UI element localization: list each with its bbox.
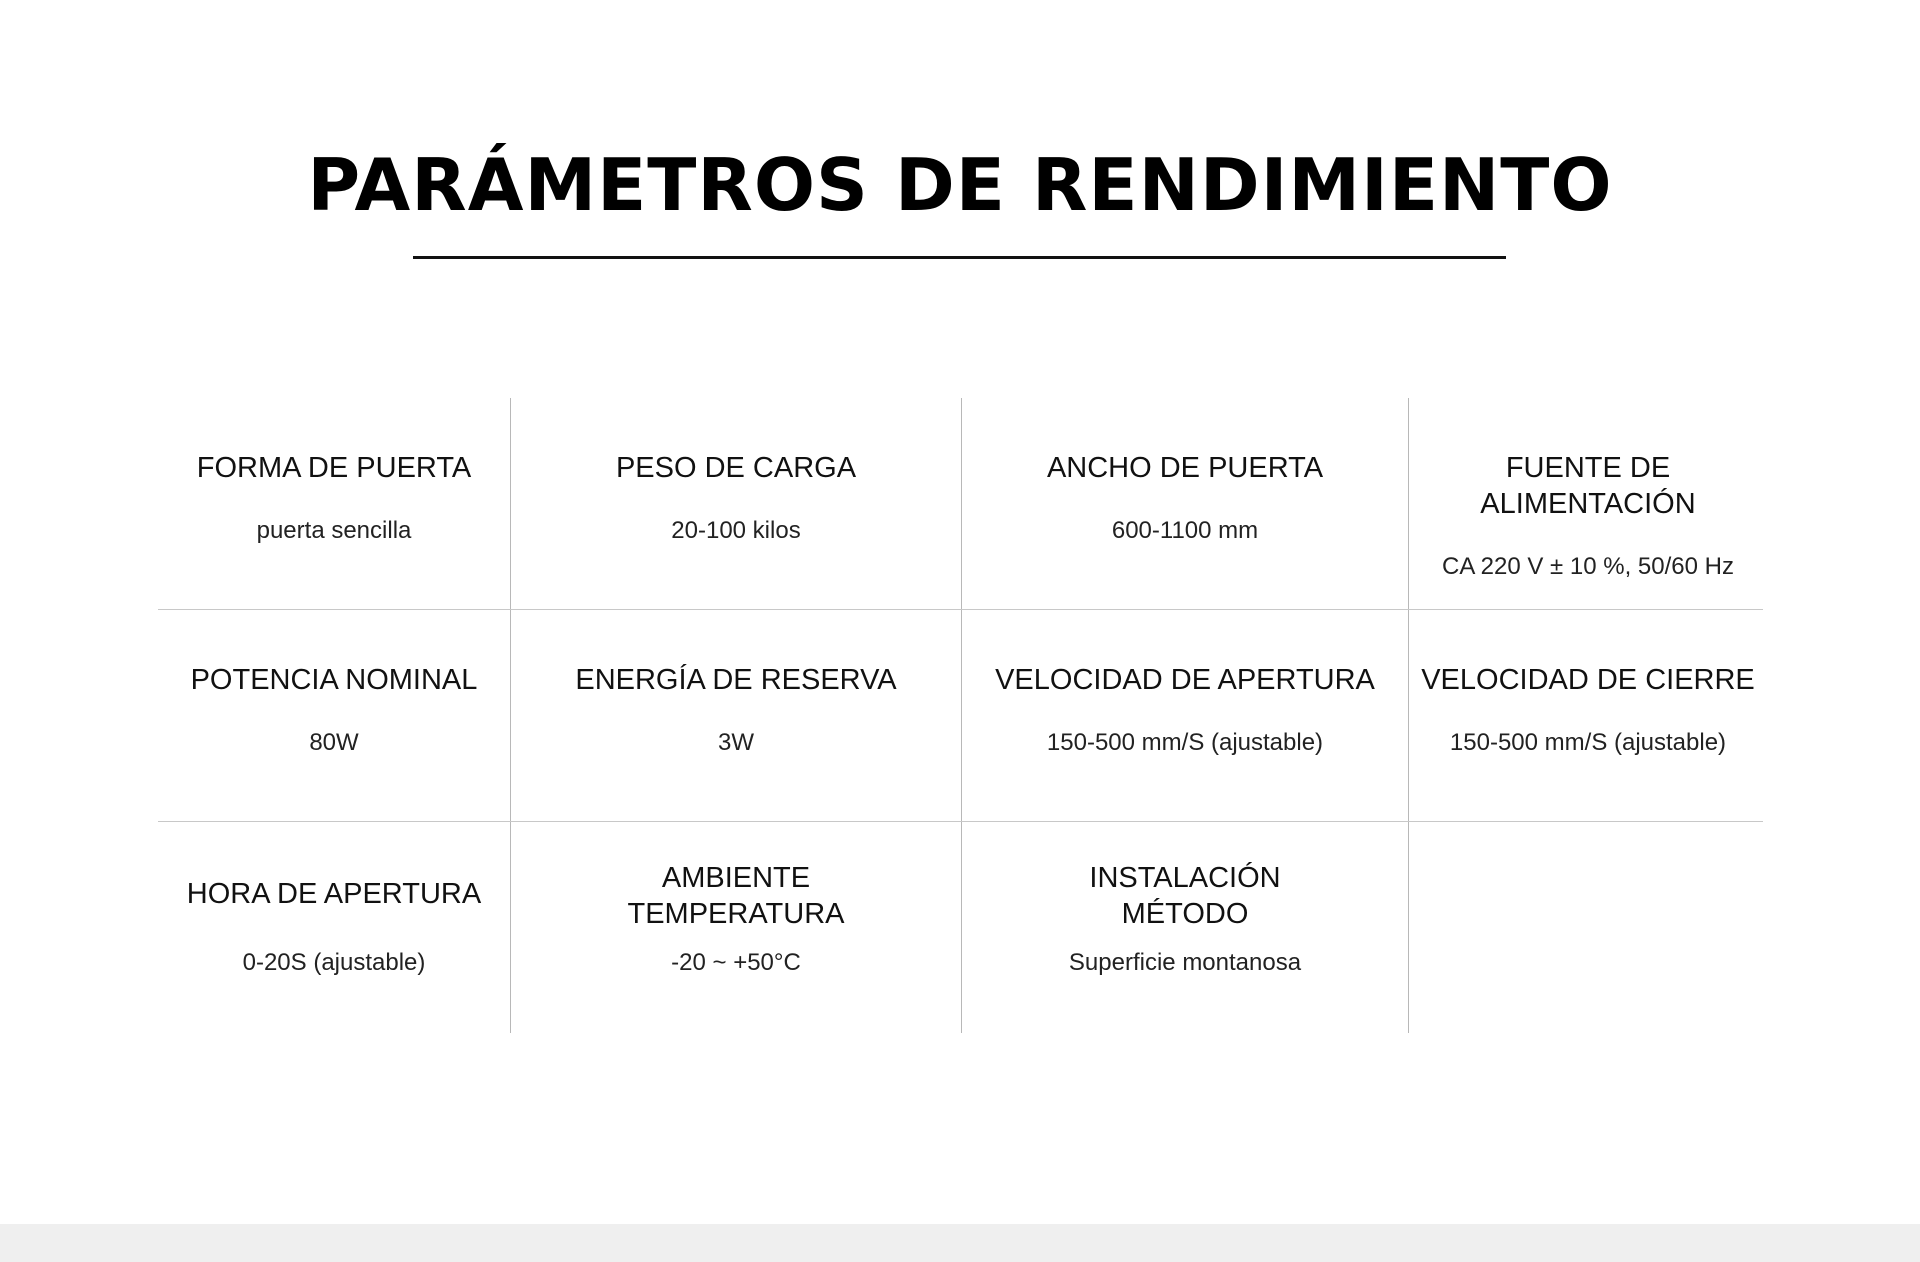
param-label: HORA DE APERTURA [186,878,482,910]
param-installation-method [962,860,1408,978]
param-value: -20 ~ +50°C [671,949,801,976]
param-label: VELOCIDAD DE CIERRE [1421,664,1755,696]
param-power-supply [1409,450,1767,582]
param-load-weight [511,450,961,546]
page-title: PARÁMETROS DE RENDIMIENTO [307,143,1613,227]
param-opening-speed [962,662,1408,758]
footer-bar [0,1224,1920,1262]
param-value: 600-1100 mm [1111,517,1259,544]
param-value: 80W [309,729,359,756]
param-opening-time [158,876,510,978]
param-label: AMBIENTE TEMPERATURA [627,862,845,930]
param-label: POTENCIA NOMINAL [190,664,478,696]
param-door-type [158,450,510,546]
param-value: CA 220 V ± 10 %, 50/60 Hz [1441,553,1734,580]
param-value: 150-500 mm/S (ajustable) [1046,729,1324,756]
param-value: Superficie montanosa [1068,949,1302,976]
row-divider [158,609,1763,610]
param-label: FUENTE DE ALIMENTACIÓN [1480,452,1696,520]
param-label: VELOCIDAD DE APERTURA [995,664,1375,696]
param-door-width [962,450,1408,546]
param-label: PESO DE CARGA [615,452,857,484]
param-value: 0-20S (ajustable) [242,949,426,976]
param-label: ANCHO DE PUERTA [1046,452,1324,484]
param-value: puerta sencilla [256,517,412,544]
param-ambient-temperature [511,860,961,978]
param-value: 150-500 mm/S (ajustable) [1449,729,1727,756]
param-value: 3W [718,729,754,756]
param-closing-speed [1409,662,1767,758]
param-rated-power [158,662,510,758]
param-label: FORMA DE PUERTA [196,452,472,484]
param-standby-energy [511,662,961,758]
param-value: 20-100 kilos [671,517,801,544]
param-label: ENERGÍA DE RESERVA [575,664,897,696]
row-divider [158,821,1763,822]
param-label: INSTALACIÓN MÉTODO [1089,862,1281,930]
